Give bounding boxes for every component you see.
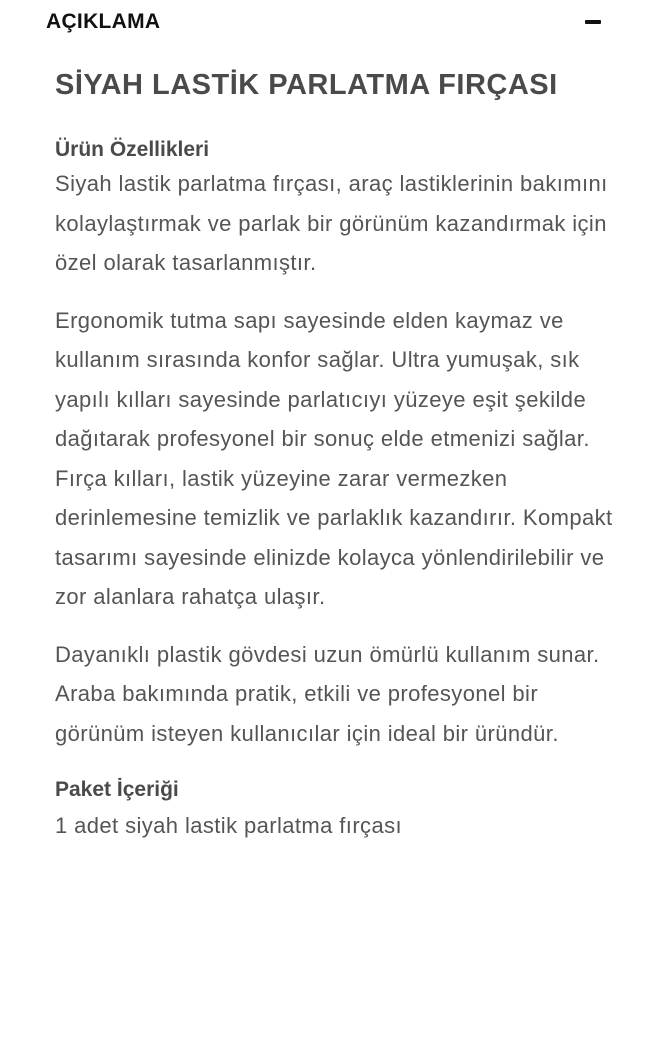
description-paragraph-2: Ergonomik tutma sapı sayesinde elden kaymaz ve kullanım sırasında konfor sağlar. Ultra yumuşak, sık yapılı kılları sayesinde parlatıcıyı yüzeye eşit şekilde dağıtarak profesyonel bir sonuç elde etmenizi sağlar. Fırça kılları, lastik yüzeyine zarar vermezken derinlemesine temizlik ve parlaklık kazandırır. Kompakt tasarımı sayesinde elinizde kolayca yönlendirilebilir ve zor alanlara rahatça ulaşır. <box>55 307 613 609</box>
description-paragraph-3: Dayanıklı plastik gövdesi uzun ömürlü kullanım sunar. Araba bakımında pratik, etkili ve profesyonel bir görünüm isteyen kullanıcılar için ideal bir üründür. <box>55 641 600 746</box>
description-content <box>55 66 615 846</box>
package-content: 1 adet siyah lastik parlatma fırçası <box>55 813 402 838</box>
accordion-title: AÇIKLAMA <box>46 10 161 33</box>
product-title: SİYAH LASTİK PARLATMA FIRÇASI <box>55 69 558 101</box>
features-heading: Ürün Özellikleri <box>55 138 210 161</box>
package-heading: Paket İçeriği <box>55 778 179 801</box>
description-accordion-header[interactable] <box>0 0 648 46</box>
minus-icon-bar <box>585 20 601 24</box>
description-paragraph-1: Siyah lastik parlatma fırçası, araç lastiklerinin bakımını kolaylaştırmak ve parlak bir görünüm kazandırmak için özel olarak tasarlanmıştır. <box>55 171 608 275</box>
minus-icon[interactable] <box>580 14 606 40</box>
